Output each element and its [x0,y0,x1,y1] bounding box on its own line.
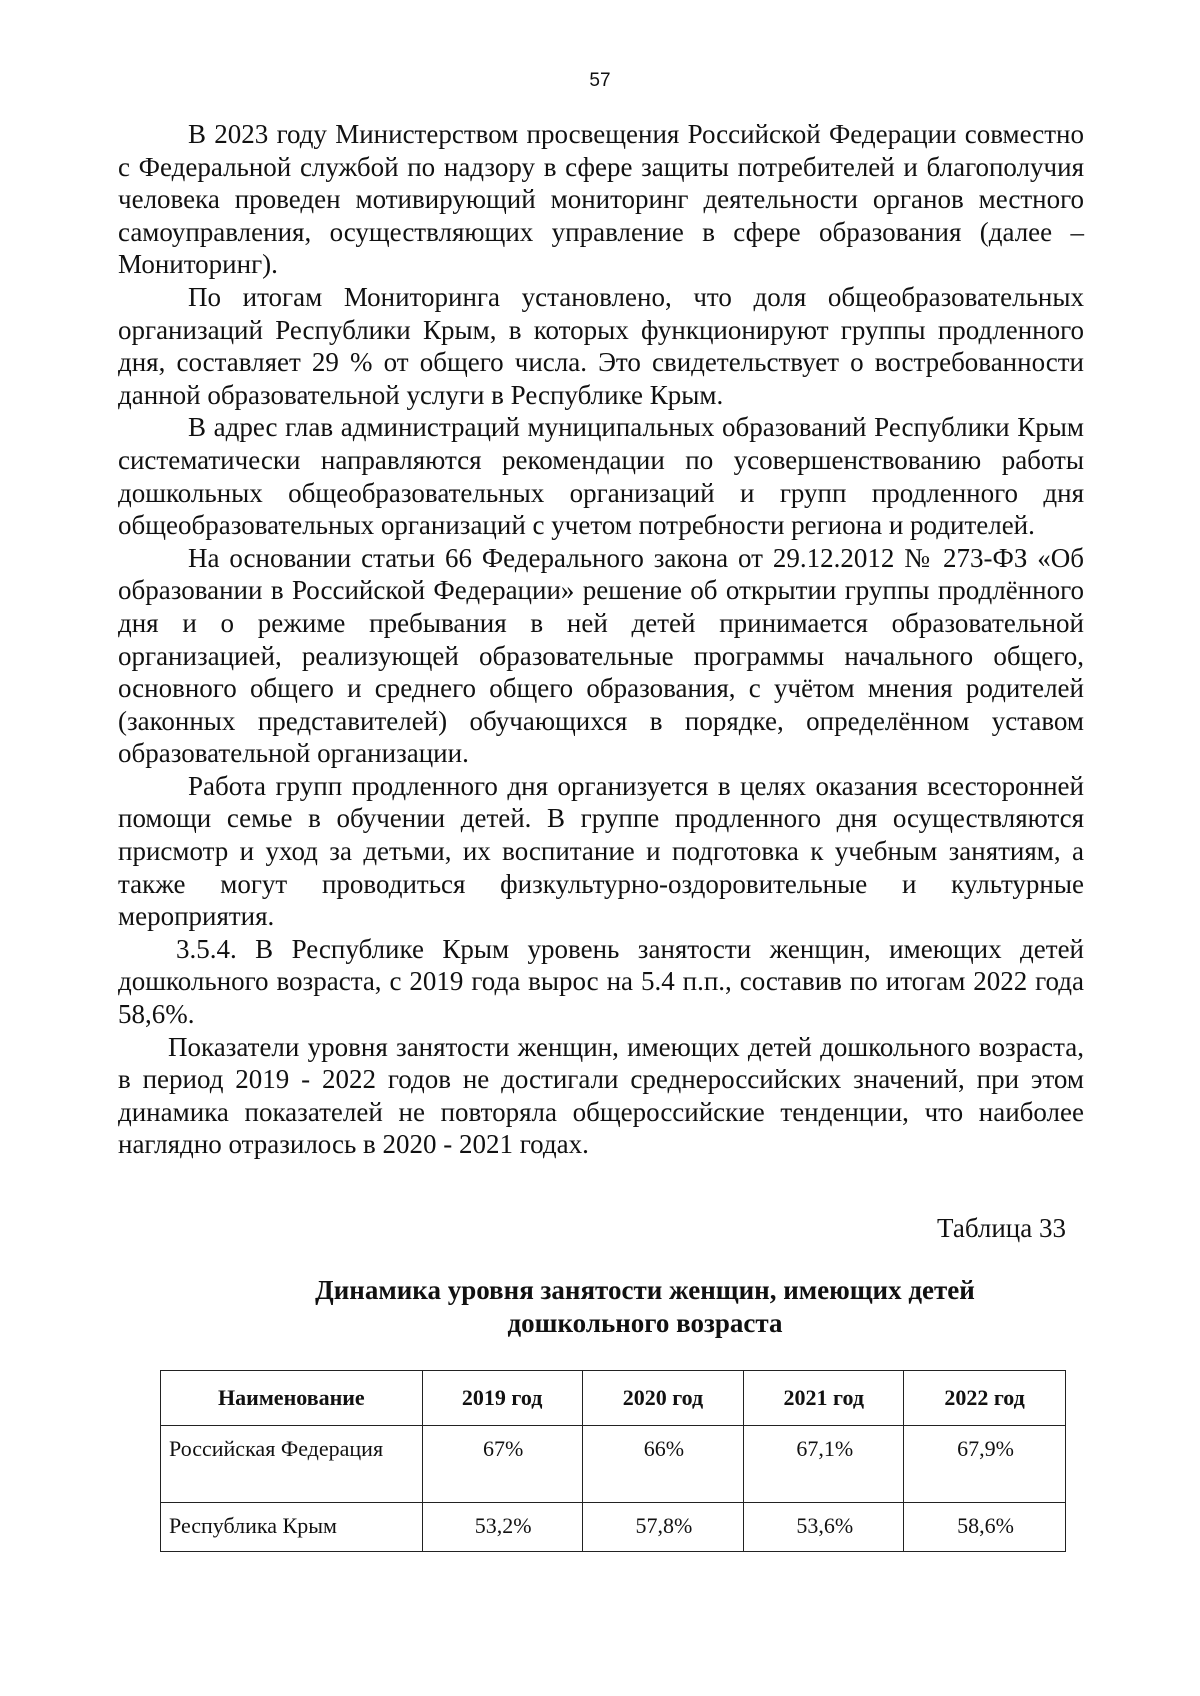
page-number: 57 [589,70,611,91]
table-header-row [161,1371,1066,1426]
header-2019: 2019 год [422,1371,582,1426]
value-cell: 67,9% [904,1426,1066,1503]
value-cell: 53,6% [744,1503,904,1552]
value-cell: 66% [582,1426,744,1503]
header-2021: 2021 год [744,1371,904,1426]
paragraph-monitoring-results: По итогам Мониторинга установлено, что доля общеобразовательных организаций Республики Крым, в которых функционируют группы продленного дня, составляет 29 % от общего числа. Это свидетельствует о востребованности данной образовательной услуги в Республике Крым. [118,281,1084,410]
header-2022: 2022 год [904,1371,1066,1426]
table-title [0,1274,1200,1340]
table-title-line-1: Динамика уровня занятости женщин, имеющих детей [315,1275,975,1305]
table-label: Таблица 33 [937,1213,1066,1243]
paragraph-section-3-5-4: 3.5.4. В Республике Крым уровень занятости женщин, имеющих детей дошкольного возраста, с 2019 года вырос на 5.4 п.п., составив по итогам 2022 года 58,6%. [118,933,1084,1030]
paragraph-employment-indicators: Показатели уровня занятости женщин, имеющих детей дошкольного возраста, в период 2019 - 2022 годов не достигали среднероссийских значений, при этом динамика показателей не повторяла общероссийские тенденции, что наиболее наглядно отразилось в 2020 - 2021 годах. [118,1031,1084,1160]
paragraph-recommendations: В адрес глав администраций муниципальных образований Республики Крым систематически направляются рекомендации по усовершенствованию работы дошкольных общеобразовательных организаций и групп продленного дня общеобразовательных организаций с учетом потребности региона и родителей. [118,412,1084,541]
document-body [118,118,1084,1161]
value-cell: 67% [422,1426,582,1503]
value-cell: 53,2% [422,1503,582,1552]
value-cell: 58,6% [904,1503,1066,1552]
paragraph-federal-law: На основании статьи 66 Федерального закона от 29.12.2012 № 273-ФЗ «Об образовании в Российской Федерации» решение об открытии группы продлённого дня и о режиме пребывания в ней детей принимается образовательной организацией, реализующей образовательные программы начального общего, основного общего и среднего общего образования, с учётом мнения родителей (законных представителей) обучающихся в порядке, определённом уставом образовательной организации. [118,542,1084,769]
employment-table [160,1370,1066,1552]
table-row [161,1503,1066,1552]
value-cell: 67,1% [744,1426,904,1503]
table-title-line-2: дошкольного возраста [507,1308,783,1338]
row-name-cell: Республика Крым [161,1503,423,1552]
paragraph-monitoring-intro: В 2023 году Министерством просвещения Российской Федерации совместно с Федеральной службой по надзору в сфере защиты потребителей и благополучия человека проведен мотивирующий мониторинг деятельности органов местного самоуправления, осуществляющих управление в сфере образования (далее – Мониторинг). [118,119,1084,280]
header-2020: 2020 год [582,1371,744,1426]
value-cell: 57,8% [582,1503,744,1552]
header-name: Наименование [161,1371,423,1426]
table-row [161,1426,1066,1503]
row-name-cell: Российская Федерация [161,1426,423,1503]
paragraph-extended-day-groups: Работа групп продленного дня организуется в целях оказания всесторонней помощи семье в обучении детей. В группе продленного дня осуществляются присмотр и уход за детьми, их воспитание и подготовка к учебным занятиям, а также могут проводиться физкультурно-оздоровительные и культурные мероприятия. [118,770,1084,932]
